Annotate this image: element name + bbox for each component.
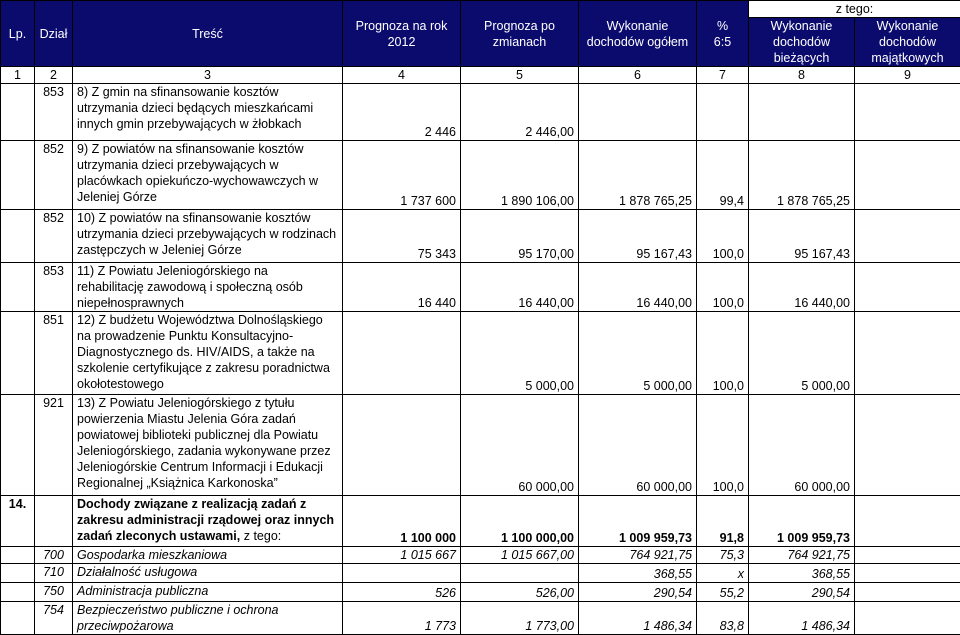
row-prognoza: 2 446 [343,84,461,141]
header-tresc: Treść [73,1,343,67]
table-row [1,263,960,312]
row-lp [1,583,35,602]
row-tresc [73,496,343,547]
table-row [1,210,960,263]
row-procent: 100,0 [697,312,749,395]
header-procent [697,1,749,67]
row-majatkowe [855,564,960,583]
row-tresc: Działalność usługowa [73,564,343,583]
row-procent: 100,0 [697,210,749,263]
row-lp [1,84,35,141]
row-biezace: 1 878 765,25 [749,141,855,210]
row-dzial: 710 [35,564,73,583]
row-tresc-bold: Dochody związane z realizacją zadań z zakresu administracji rządowej oraz innych zadań zleconych ustawami, [77,497,334,543]
row-majatkowe [855,210,960,263]
row-tresc: 11) Z Powiatu Jeleniogórskiego na rehabilitację zawodową i społeczną osób niepełnosprawnych [73,263,343,312]
row-dzial: 851 [35,312,73,395]
column-number: 1 [1,67,35,84]
row-tresc: 8) Z gmin na sfinansowanie kosztów utrzymania dzieci będących mieszkańcami innych gmin przebywających w żłobkach [73,84,343,141]
row-biezace [749,84,855,141]
row-dzial: 852 [35,210,73,263]
row-po-zmianach: 526,00 [461,583,579,602]
row-majatkowe [855,395,960,496]
row-majatkowe [855,263,960,312]
header-prognoza-rok: Prognoza na rok 2012 [343,1,461,67]
row-lp [1,602,35,635]
row-procent: x [697,564,749,583]
row-majatkowe [855,496,960,547]
row-po-zmianach: 1 773,00 [461,602,579,635]
row-procent: 91,8 [697,496,749,547]
row-prognoza: 526 [343,583,461,602]
row-po-zmianach: 16 440,00 [461,263,579,312]
row-prognoza: 1 100 000 [343,496,461,547]
row-lp [1,210,35,263]
header-z-tego: z tego: [749,1,960,18]
row-dzial [35,496,73,547]
row-procent: 100,0 [697,395,749,496]
row-majatkowe [855,84,960,141]
row-dzial: 853 [35,263,73,312]
header-prognoza-po: Prognoza po zmianach [461,1,579,67]
row-ogolem: 95 167,43 [579,210,697,263]
row-lp [1,141,35,210]
header-dzial: Dział [35,1,73,67]
row-biezace: 764 921,75 [749,547,855,564]
table-row [1,84,960,141]
row-ogolem: 5 000,00 [579,312,697,395]
row-ogolem [579,84,697,141]
row-tresc-tail: z tego: [240,529,281,543]
row-majatkowe [855,602,960,635]
row-prognoza: 1 015 667 [343,547,461,564]
row-procent: 75,3 [697,547,749,564]
header-lp: Lp. [1,1,35,67]
row-po-zmianach: 1 100 000,00 [461,496,579,547]
row-prognoza: 1 773 [343,602,461,635]
row-procent: 55,2 [697,583,749,602]
column-number: 7 [697,67,749,84]
row-po-zmianach: 95 170,00 [461,210,579,263]
row-tresc: 9) Z powiatów na sfinansowanie kosztów utrzymania dzieci przebywających w placówkach opiekuńczo-wychowawczych w Jeleniej Górze [73,141,343,210]
row-ogolem: 290,54 [579,583,697,602]
table-row [1,395,960,496]
row-biezace: 1 486,34 [749,602,855,635]
row-lp: 14. [1,496,35,547]
column-number: 4 [343,67,461,84]
row-prognoza [343,564,461,583]
row-lp [1,395,35,496]
row-ogolem: 1 009 959,73 [579,496,697,547]
row-tresc: 10) Z powiatów na sfinansowanie kosztów utrzymania dzieci przebywających w rodzinach zastępczych w Jeleniej Górze [73,210,343,263]
row-procent: 100,0 [697,263,749,312]
row-procent: 83,8 [697,602,749,635]
row-biezace: 1 009 959,73 [749,496,855,547]
row-prognoza: 1 737 600 [343,141,461,210]
row-ogolem: 16 440,00 [579,263,697,312]
row-biezace: 5 000,00 [749,312,855,395]
column-number: 9 [855,67,960,84]
column-number: 2 [35,67,73,84]
row-biezace: 60 000,00 [749,395,855,496]
table-row [1,602,960,635]
row-lp [1,547,35,564]
column-number: 8 [749,67,855,84]
row-biezace: 290,54 [749,583,855,602]
row-biezace: 368,55 [749,564,855,583]
row-ogolem: 764 921,75 [579,547,697,564]
row-po-zmianach: 60 000,00 [461,395,579,496]
row-dzial: 921 [35,395,73,496]
header-wykonanie-ogolem: Wykonanie dochodów ogółem [579,1,697,67]
row-dzial: 754 [35,602,73,635]
column-number: 5 [461,67,579,84]
row-biezace: 95 167,43 [749,210,855,263]
row-procent [697,84,749,141]
row-po-zmianach: 1 015 667,00 [461,547,579,564]
header-wykonanie-majatkowych: Wykonanie dochodów majątkowych [855,18,960,67]
row-tresc: 13) Z Powiatu Jeleniogórskiego z tytułu powierzenia Miastu Jelenia Góra zadań powiatowej biblioteki publicznej dla Powiatu Jeleniogórskiego, zadania wykonywane przez Jeleniogórskie Centrum Informacji i Edukacji Regionalnej „Książnica Karkonoska” [73,395,343,496]
row-ogolem: 1 486,34 [579,602,697,635]
row-prognoza [343,312,461,395]
row-biezace: 16 440,00 [749,263,855,312]
row-dzial: 700 [35,547,73,564]
row-po-zmianach: 5 000,00 [461,312,579,395]
table-row [1,141,960,210]
table-row [1,312,960,395]
row-dzial: 852 [35,141,73,210]
table-row-section [1,496,960,547]
row-prognoza: 16 440 [343,263,461,312]
row-dzial: 750 [35,583,73,602]
row-majatkowe [855,547,960,564]
table-row [1,547,960,564]
row-po-zmianach [461,564,579,583]
column-number: 3 [73,67,343,84]
row-lp [1,263,35,312]
row-procent: 99,4 [697,141,749,210]
column-number-row [1,67,960,84]
row-prognoza [343,395,461,496]
row-tresc: Bezpieczeństwo publiczne i ochrona przeciwpożarowa [73,602,343,635]
row-po-zmianach: 1 890 106,00 [461,141,579,210]
row-majatkowe [855,141,960,210]
header-procent-symbol: % [701,18,744,34]
table-row [1,583,960,602]
row-prognoza: 75 343 [343,210,461,263]
header-procent-formula: 6:5 [701,34,744,50]
row-dzial: 853 [35,84,73,141]
header-row-top [1,1,960,18]
row-lp [1,564,35,583]
header-wykonanie-biezacych: Wykonanie dochodów bieżących [749,18,855,67]
row-tresc: Administracja publiczna [73,583,343,602]
row-po-zmianach: 2 446,00 [461,84,579,141]
row-ogolem: 60 000,00 [579,395,697,496]
row-lp [1,312,35,395]
table-row [1,564,960,583]
row-majatkowe [855,583,960,602]
row-ogolem: 368,55 [579,564,697,583]
row-tresc: 12) Z budżetu Województwa Dolnośląskiego na prowadzenie Punktu Konsultacyjno-Diagnostycznego ds. HIV/AIDS, a także na szkolenie certyfikujące z zakresu poradnictwa okołotestowego [73,312,343,395]
column-number: 6 [579,67,697,84]
row-tresc: Gospodarka mieszkaniowa [73,547,343,564]
row-ogolem: 1 878 765,25 [579,141,697,210]
row-majatkowe [855,312,960,395]
